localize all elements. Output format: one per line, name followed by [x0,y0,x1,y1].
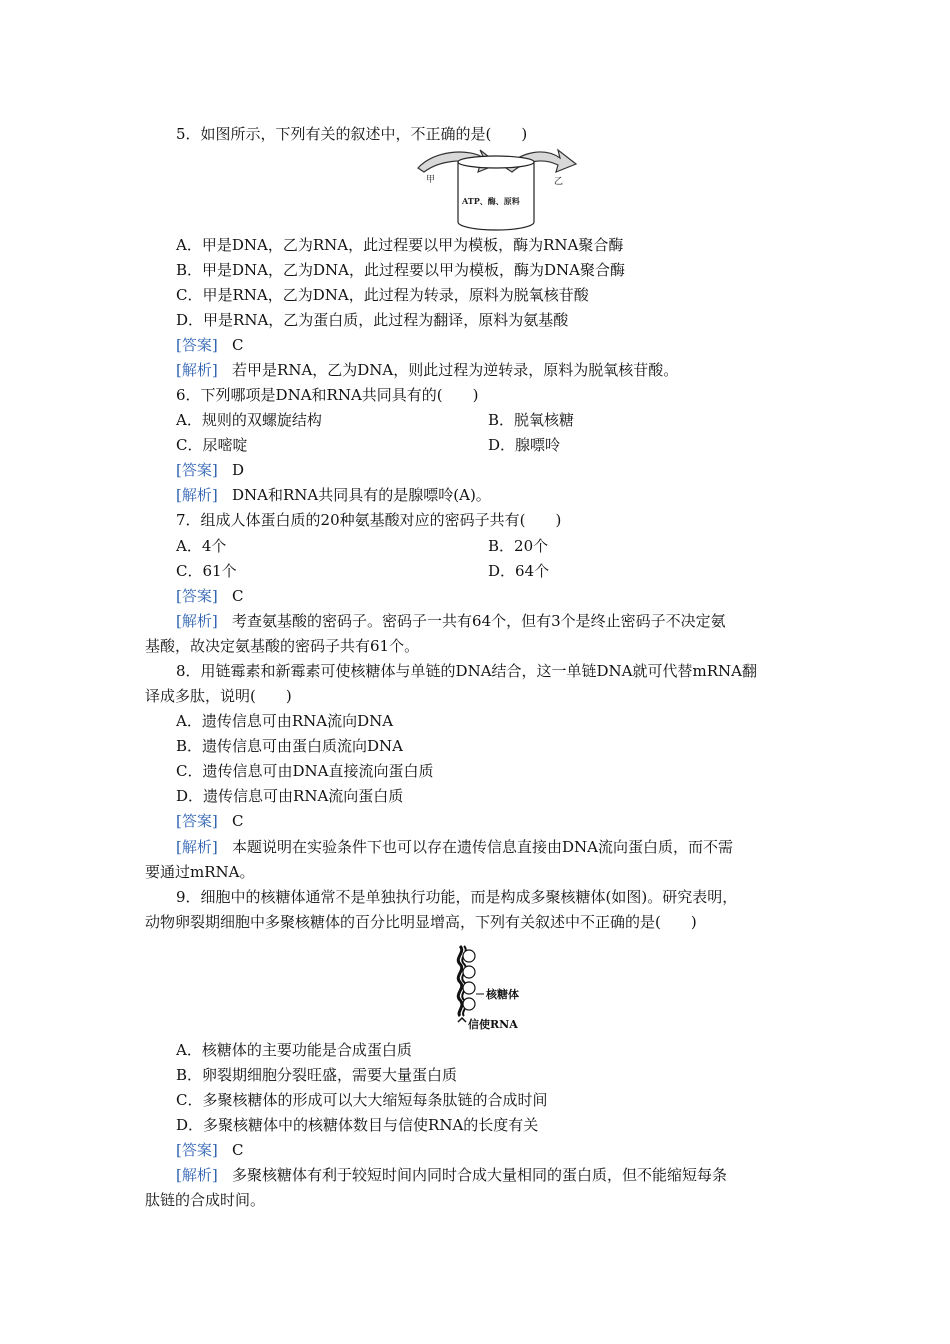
q8-option-b: B．遗传信息可由蛋白质流向DNA [176,737,404,755]
q5-option-d: D．甲是RNA，乙为蛋白质，此过程为翻译，原料为氨基酸 [176,311,569,329]
cylinder-top [458,156,534,168]
q9-answer [176,1140,244,1160]
q6-option-d: D．腺嘌呤 [488,436,561,454]
q8-analysis-line-1 [176,837,733,857]
q9-analysis-line-1 [176,1165,727,1185]
analysis-text: DNA和RNA共同具有的是腺嘌呤(A)。 [232,486,491,504]
q5-option-a: A．甲是DNA，乙为RNA，此过程要以甲为模板，酶为RNA聚合酶 [176,236,624,254]
q9-stem-line-1: 9．细胞中的核糖体通常不是单独执行功能，而是构成多聚核糖体(如图)。研究表明， [176,888,738,906]
q7-option-c: C．61个 [176,562,237,580]
analysis-tag: [解析] [176,361,218,379]
q7-analysis-line-1 [176,611,726,631]
q9-figure [452,942,562,1034]
q9-stem-line-2: 动物卵裂期细胞中多聚核糖体的百分比明显增高，下列有关叙述中不正确的是( ) [145,913,697,931]
q5-option-b: B．甲是DNA，乙为DNA，此过程要以甲为模板，酶为DNA聚合酶 [176,261,625,279]
q6-option-a: A．规则的双螺旋结构 [176,411,322,429]
q8-stem-line-2: 译成多肽，说明( ) [145,687,292,705]
analysis-text: 若甲是RNA，乙为DNA，则此过程为逆转录，原料为脱氧核苷酸。 [232,361,679,379]
analysis-tag: [解析] [176,1166,218,1184]
answer-value: C [232,336,244,354]
ribosome-icon [463,966,475,978]
q9-option-d: D．多聚核糖体中的核糖体数目与信使RNA的长度有关 [176,1116,539,1134]
q8-stem-line-1: 8．用链霉素和新霉素可使核糖体与单链的DNA结合，这一单链DNA就可代替mRNA翻 [176,662,757,680]
answer-value: D [232,461,245,479]
left-label: 甲 [426,175,436,185]
answer-tag: [答案] [176,336,218,354]
ribosome-icon [463,950,475,962]
q6-option-b: B．脱氧核糖 [488,411,575,429]
q9-analysis-line-2: 肽链的合成时间。 [145,1191,266,1209]
q5-option-c: C．甲是RNA，乙为DNA，此过程为转录，原料为脱氧核苷酸 [176,286,589,304]
q9-option-b: B．卵裂期细胞分裂旺盛，需要大量蛋白质 [176,1066,458,1084]
answer-value: C [232,812,244,830]
q8-analysis-line-2: 要通过mRNA。 [145,863,255,881]
q6-analysis [176,485,491,505]
q8-option-c: C．遗传信息可由DNA直接流向蛋白质 [176,762,434,780]
q9-option-a: A．核糖体的主要功能是合成蛋白质 [176,1041,412,1059]
q5-stem: 5．如图所示，下列有关的叙述中，不正确的是( ) [176,125,528,143]
q8-option-a: A．遗传信息可由RNA流向DNA [176,712,394,730]
answer-tag: [答案] [176,587,218,605]
peptide-chain-icon [458,946,462,1016]
analysis-tag: [解析] [176,838,218,856]
answer-tag: [答案] [176,461,218,479]
q6-option-c: C．尿嘧啶 [176,436,248,454]
ribosome-label: 核糖体 [486,988,519,1001]
analysis-tag: [解析] [176,486,218,504]
q5-answer [176,335,244,355]
mrna-label: 信使RNA [468,1018,518,1031]
q7-option-a: A．4个 [176,537,227,555]
q5-figure [414,146,584,238]
analysis-text: 考查氨基酸的密码子。密码子一共有64个，但有3个是终止密码子不决定氨 [232,612,726,630]
answer-value: C [232,587,244,605]
ribosome-icon [463,982,475,994]
cylinder-text: ATP、酶、原料 [462,196,520,206]
analysis-text: 本题说明在实验条件下也可以存在遗传信息直接由DNA流向蛋白质，而不需 [232,838,734,856]
analysis-tag: [解析] [176,612,218,630]
q7-stem: 7．组成人体蛋白质的20种氨基酸对应的密码子共有( ) [176,511,562,529]
q8-option-d: D．遗传信息可由RNA流向蛋白质 [176,787,404,805]
q6-stem: 6．下列哪项是DNA和RNA共同具有的( ) [176,386,479,404]
q7-analysis-line-2: 基酸，故决定氨基酸的密码子共有61个。 [145,637,420,655]
answer-value: C [232,1141,244,1159]
answer-tag: [答案] [176,1141,218,1159]
q7-answer [176,586,244,606]
q7-option-b: B．20个 [488,537,549,555]
q7-option-d: D．64个 [488,562,550,580]
answer-tag: [答案] [176,812,218,830]
q9-option-c: C．多聚核糖体的形成可以大大缩短每条肽链的合成时间 [176,1091,548,1109]
mrna-strand-icon [458,1018,466,1022]
q8-answer [176,811,244,831]
analysis-text: 多聚核糖体有利于较短时间内同时合成大量相同的蛋白质，但不能缩短每条 [232,1166,728,1184]
ribosome-icon [463,998,475,1010]
right-label: 乙 [554,177,564,187]
q5-analysis [176,360,678,380]
q6-answer [176,460,244,480]
